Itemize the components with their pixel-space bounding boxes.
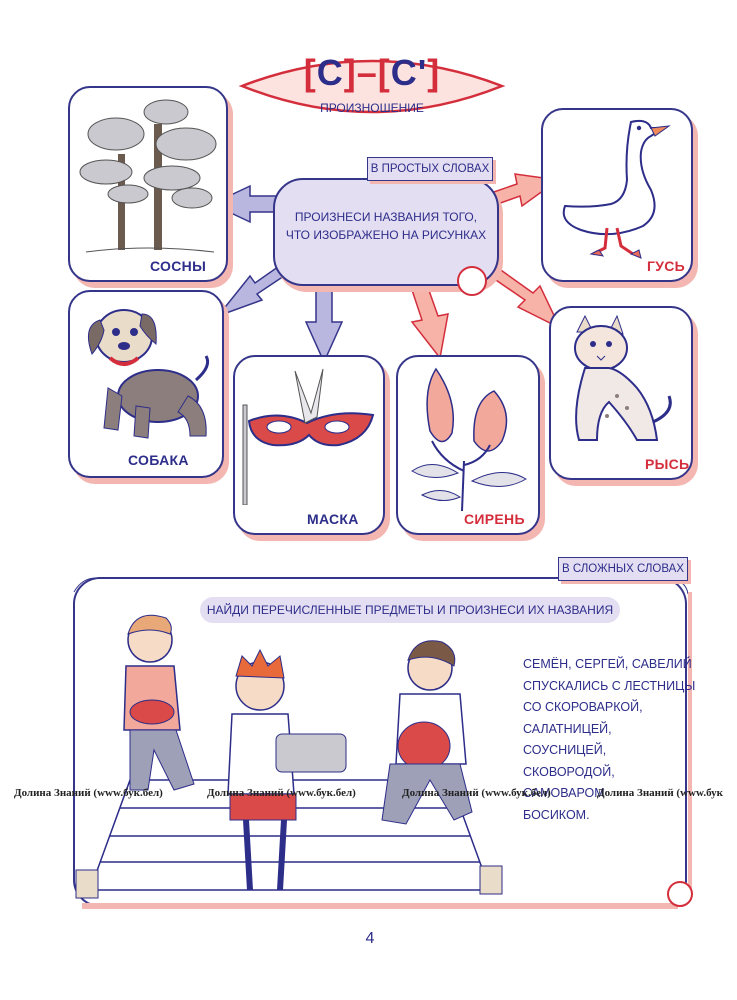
pine-trees-icon (76, 94, 220, 254)
card-label: СОБАКА (128, 452, 189, 468)
poem-line: СЕМЁН, СЕРГЕЙ, САВЕЛИЙ (523, 657, 692, 671)
card-pines (68, 86, 228, 282)
dog-icon (78, 296, 218, 446)
poem-line: СОУСНИЦЕЙ, (523, 743, 607, 757)
arrow-to-mask-icon (306, 282, 342, 362)
card-mask (233, 355, 385, 535)
sound-letter-soft: С (390, 52, 418, 93)
complex-instruction: НАЙДИ ПЕРЕЧИСЛЕННЫЕ ПРЕДМЕТЫ И ПРОИЗНЕСИ ИХ НАЗВАНИЯ (200, 597, 620, 623)
arrow-to-lilac-icon (410, 282, 448, 358)
dash: – (356, 52, 378, 93)
card-label: МАСКА (307, 511, 359, 527)
stairs-boys-illustration (70, 600, 510, 910)
bracket: [ (377, 52, 391, 93)
lynx-icon (557, 312, 685, 452)
card-label: СИРЕНЬ (464, 511, 525, 527)
goose-icon (551, 110, 681, 260)
poem-line: СО СКОРОВАРКОЙ, (523, 700, 643, 714)
poem-line: СПУСКАЛИСЬ С ЛЕСТНИЦЫ (523, 678, 696, 693)
card-dog (68, 290, 224, 478)
card-label: РЫСЬ (645, 456, 690, 472)
card-lilac (396, 355, 540, 535)
watermark-text: Долина Знаний (www.бук.бел) (207, 787, 356, 799)
bracket: ] (343, 52, 357, 93)
instruction-text (283, 208, 489, 244)
bracket: [ (303, 52, 317, 93)
section-tag-simple: В ПРОСТЫХ СЛОВАХ (367, 157, 493, 181)
watermark-text: Долина Знаний (www.бук (597, 787, 723, 799)
watermark (0, 787, 737, 803)
boy-left-icon (124, 615, 194, 790)
poem-line: САМОВАРОМ (523, 786, 605, 800)
poem-line: СКОВОРОДОЙ, (523, 764, 615, 779)
section-tag-complex: В СЛОЖНЫХ СЛОВАХ (558, 557, 688, 581)
poem-line: САЛАТНИЦЕЙ, (523, 721, 612, 736)
lilac-icon (402, 361, 534, 511)
instruction-line: ПРОИЗНЕСИ НАЗВАНИЯ ТОГО, (294, 210, 478, 224)
card-label: СОСНЫ (150, 258, 207, 274)
instruction-bubble (273, 178, 499, 286)
card-label: ГУСЬ (647, 258, 686, 274)
page-subtitle: ПРОИЗНОШЕНИЕ (320, 101, 424, 115)
sound-letter-hard: С (316, 52, 344, 93)
instruction-line: ЧТО ИЗОБРАЖЕНО НА РИСУНКАХ (285, 228, 487, 242)
poem-line: БОСИКОМ. (523, 807, 590, 822)
soft-mark: ' (417, 52, 428, 93)
circle-marker-icon (457, 266, 487, 296)
page-number: 4 (365, 930, 375, 947)
watermark-text: Долина Знаний (www.бук.бел) (402, 787, 551, 799)
watermark-text: Долина Знаний (www.бук.бел) (14, 787, 163, 799)
bracket: ] (427, 52, 441, 93)
card-lynx (549, 306, 693, 480)
mask-icon (239, 365, 379, 505)
card-goose (541, 108, 693, 282)
